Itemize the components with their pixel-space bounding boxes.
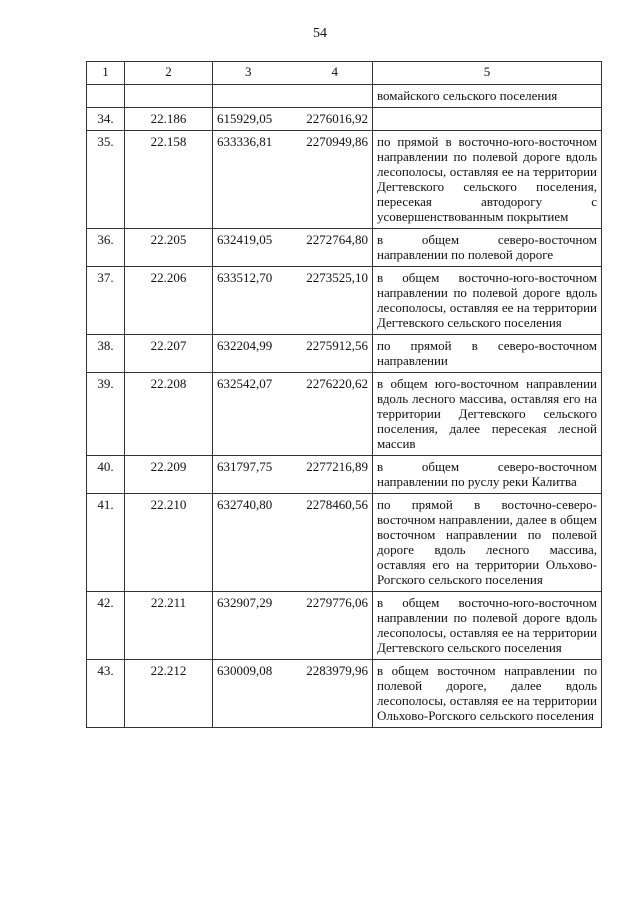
coordinates (213, 335, 373, 373)
description (373, 592, 602, 660)
description (373, 660, 602, 728)
table-row (87, 494, 602, 592)
coord-y: 2273525,10 (306, 270, 368, 285)
table-row (87, 229, 602, 267)
description (373, 373, 602, 456)
point-id: 22.205 (125, 229, 213, 267)
row-number: 40. (87, 456, 125, 494)
description-text: в общем северо-восточном направлении по полевой дороге (377, 232, 597, 262)
coord-y: 2275912,56 (306, 338, 368, 353)
description-text: вомайского сельского поселения (377, 88, 558, 103)
description-text: по прямой в восточно-северо-восточном направлении, далее в общем восточном направлении по полевой дороге вдоль лесного массива, оставляя его на территории Ольхово-Рогского сельского поселения (377, 497, 597, 587)
description (373, 108, 602, 131)
coord-x: 632740,80 (217, 497, 273, 512)
table-row (87, 131, 602, 229)
table-row (87, 456, 602, 494)
coordinates (213, 660, 373, 728)
description (373, 494, 602, 592)
row-number: 36. (87, 229, 125, 267)
coord-x: 632204,99 (217, 338, 273, 353)
coordinates (213, 592, 373, 660)
row-number: 35. (87, 131, 125, 229)
description (373, 85, 602, 108)
coord-y: 2276220,62 (306, 376, 368, 391)
description (373, 229, 602, 267)
coord-x: 630009,08 (217, 663, 273, 678)
coordinates (213, 131, 373, 229)
coordinates (213, 229, 373, 267)
description-text: в общем восточном направлении по полевой дороге, далее вдоль лесополосы, оставляя ее на территории Ольхово-Рогского сельского поселения (377, 663, 597, 723)
row-number: 43. (87, 660, 125, 728)
page-number: 54 (313, 26, 327, 41)
coord-x: 615929,05 (217, 111, 273, 126)
description (373, 131, 602, 229)
description-text: в общем восточно-юго-восточном направлении по полевой дороге вдоль лесополосы, оставляя ее на территории Дегтевского сельского поселения (377, 595, 597, 655)
header-col-4: 4 (331, 64, 338, 79)
row-number: 42. (87, 592, 125, 660)
table-header-row (87, 62, 602, 85)
coord-y: 2278460,56 (306, 497, 368, 512)
description (373, 335, 602, 373)
point-id: 22.212 (125, 660, 213, 728)
row-number (87, 85, 125, 108)
point-id: 22.207 (125, 335, 213, 373)
point-id: 22.209 (125, 456, 213, 494)
table-row-continuation (87, 85, 602, 108)
coordinates (213, 494, 373, 592)
coord-x: 632419,05 (217, 232, 273, 247)
description-text: по прямой в восточно-юго-восточном направлении по полевой дороге вдоль лесополосы, оставляя ее на территории Дегтевского сельского поселения, пересекая автодорогу с усовершенствованным покрытием (377, 134, 597, 224)
point-id: 22.210 (125, 494, 213, 592)
coordinates (213, 267, 373, 335)
description-text: в общем северо-восточном направлении по руслу реки Калитва (377, 459, 597, 489)
row-number: 38. (87, 335, 125, 373)
row-number: 37. (87, 267, 125, 335)
coord-y: 2272764,80 (306, 232, 368, 247)
table-row (87, 592, 602, 660)
header-col-1: 1 (87, 62, 125, 85)
coordinates (213, 456, 373, 494)
row-number: 39. (87, 373, 125, 456)
coordinates (213, 108, 373, 131)
description (373, 456, 602, 494)
header-col-2: 2 (125, 62, 213, 85)
table-row (87, 267, 602, 335)
point-id (125, 85, 213, 108)
point-id: 22.158 (125, 131, 213, 229)
coord-x: 632907,29 (217, 595, 273, 610)
coordinates (213, 85, 373, 108)
coord-x: 632542,07 (217, 376, 273, 391)
header-col-5: 5 (373, 62, 602, 85)
coord-x: 633512,70 (217, 270, 273, 285)
description-text: в общем юго-восточном направлении вдоль лесного массива, оставляя его на территории Дегтевского сельского поселения, далее пересекая лесной массив (377, 376, 597, 451)
table-row (87, 660, 602, 728)
header-col-3: 3 (245, 64, 252, 79)
table-row (87, 108, 602, 131)
point-id: 22.211 (125, 592, 213, 660)
row-number: 41. (87, 494, 125, 592)
description (373, 267, 602, 335)
table-row (87, 335, 602, 373)
coord-y: 2270949,86 (306, 134, 368, 149)
description-text: по прямой в северо-восточном направлении (377, 338, 597, 368)
coord-y: 2279776,06 (306, 595, 368, 610)
table-row (87, 373, 602, 456)
header-col-3-4 (213, 62, 373, 85)
coord-y: 2277216,89 (306, 459, 368, 474)
boundary-points-table (86, 61, 602, 728)
coordinates (213, 373, 373, 456)
coord-x: 631797,75 (217, 459, 273, 474)
point-id: 22.186 (125, 108, 213, 131)
coord-x: 633336,81 (217, 134, 273, 149)
description-text: в общем восточно-юго-восточном направлении по полевой дороге вдоль лесополосы, оставляя ее на территории Дегтевского сельского поселения (377, 270, 597, 330)
point-id: 22.206 (125, 267, 213, 335)
coord-y: 2283979,96 (306, 663, 368, 678)
point-id: 22.208 (125, 373, 213, 456)
row-number: 34. (87, 108, 125, 131)
coord-y: 2276016,92 (306, 111, 368, 126)
